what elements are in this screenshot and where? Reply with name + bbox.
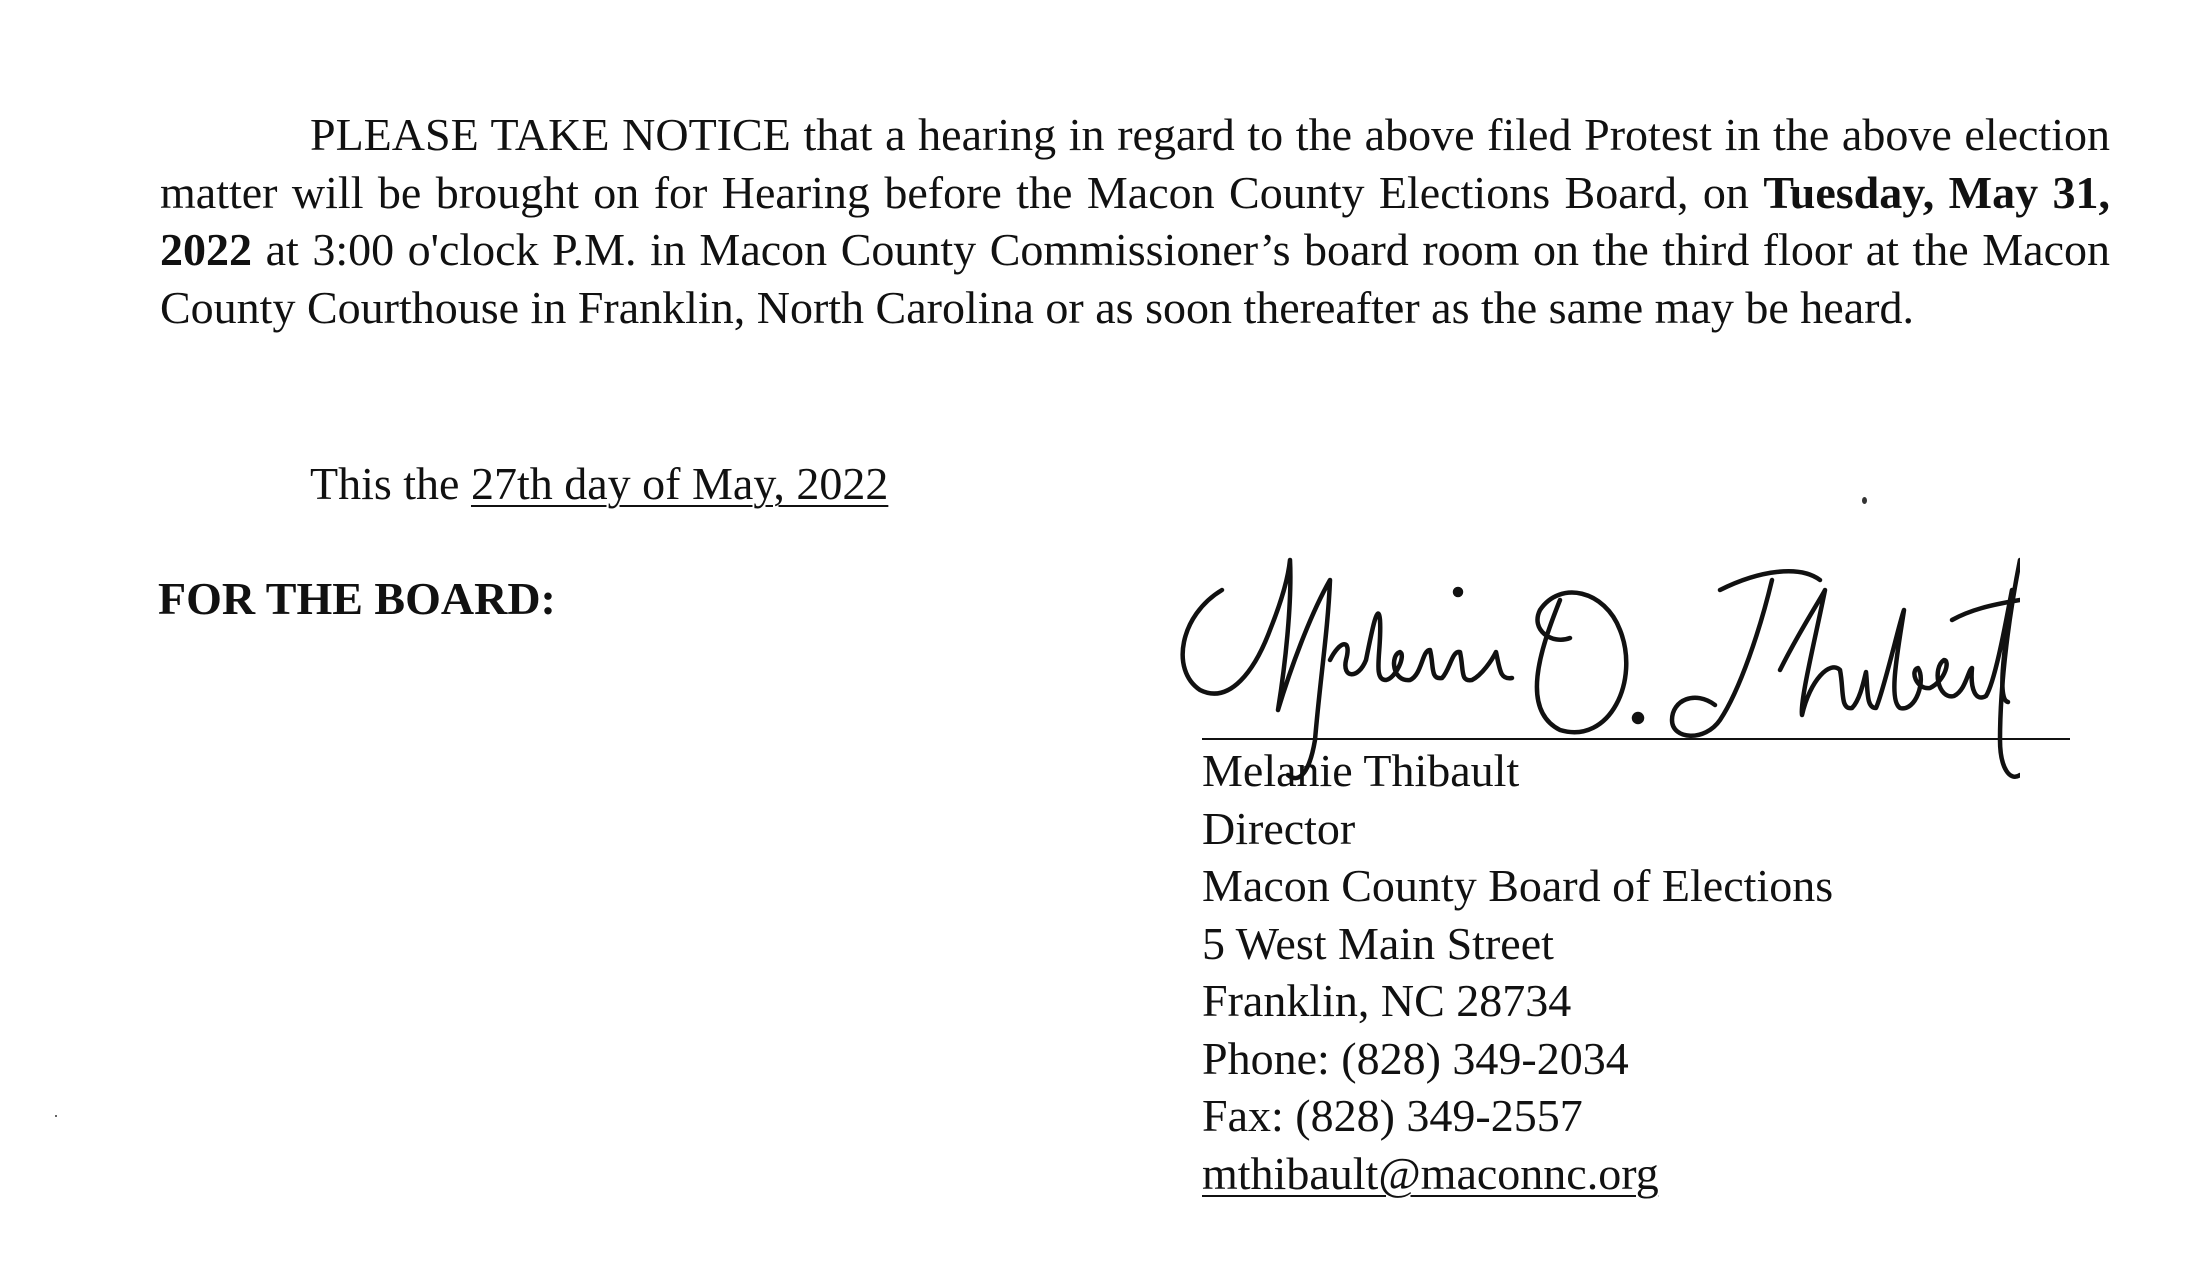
fax-number: Fax: (828) 349-2557 <box>1202 1090 1583 1141</box>
scan-speck <box>1862 497 1867 504</box>
dated-line <box>310 455 888 513</box>
phone-number: Phone: (828) 349-2034 <box>1202 1032 1629 1084</box>
scan-speck <box>55 1115 57 1117</box>
email-link[interactable]: mthibault@maconnc.org <box>1202 1147 1659 1199</box>
street-address: 5 West Main Street <box>1202 917 1554 969</box>
signer-name: Melanie Thibault <box>1202 745 1520 796</box>
city-state-zip: Franklin, NC 28734 <box>1202 975 1572 1026</box>
organization-name: Macon County Board of Elections <box>1202 860 1834 911</box>
notice-details: at 3:00 o'clock P.M. in Macon County Commissioner’s board room on the third floor at the Macon County Courthouse in Franklin, North Carolina or as soon thereafter as the same may be heard. <box>160 224 2110 333</box>
dated-prefix: This the <box>310 458 471 509</box>
hearing-date: Tuesday, May 31, 2022 <box>160 166 2110 275</box>
notice-intro: PLEASE TAKE NOTICE that a hearing in regard to the above filed Protest in the above election matter will be brought on for Hearing before the Macon County Elections Board, on <box>160 109 2110 218</box>
signature-block <box>1202 742 1833 1202</box>
notice-paragraph <box>160 106 2110 336</box>
for-the-board-label: FOR THE BOARD: <box>158 573 556 624</box>
signer-title: Director <box>1202 802 1356 854</box>
signature-line <box>1202 738 2070 740</box>
dated-date: 27th day of May, 2022 <box>470 458 889 509</box>
